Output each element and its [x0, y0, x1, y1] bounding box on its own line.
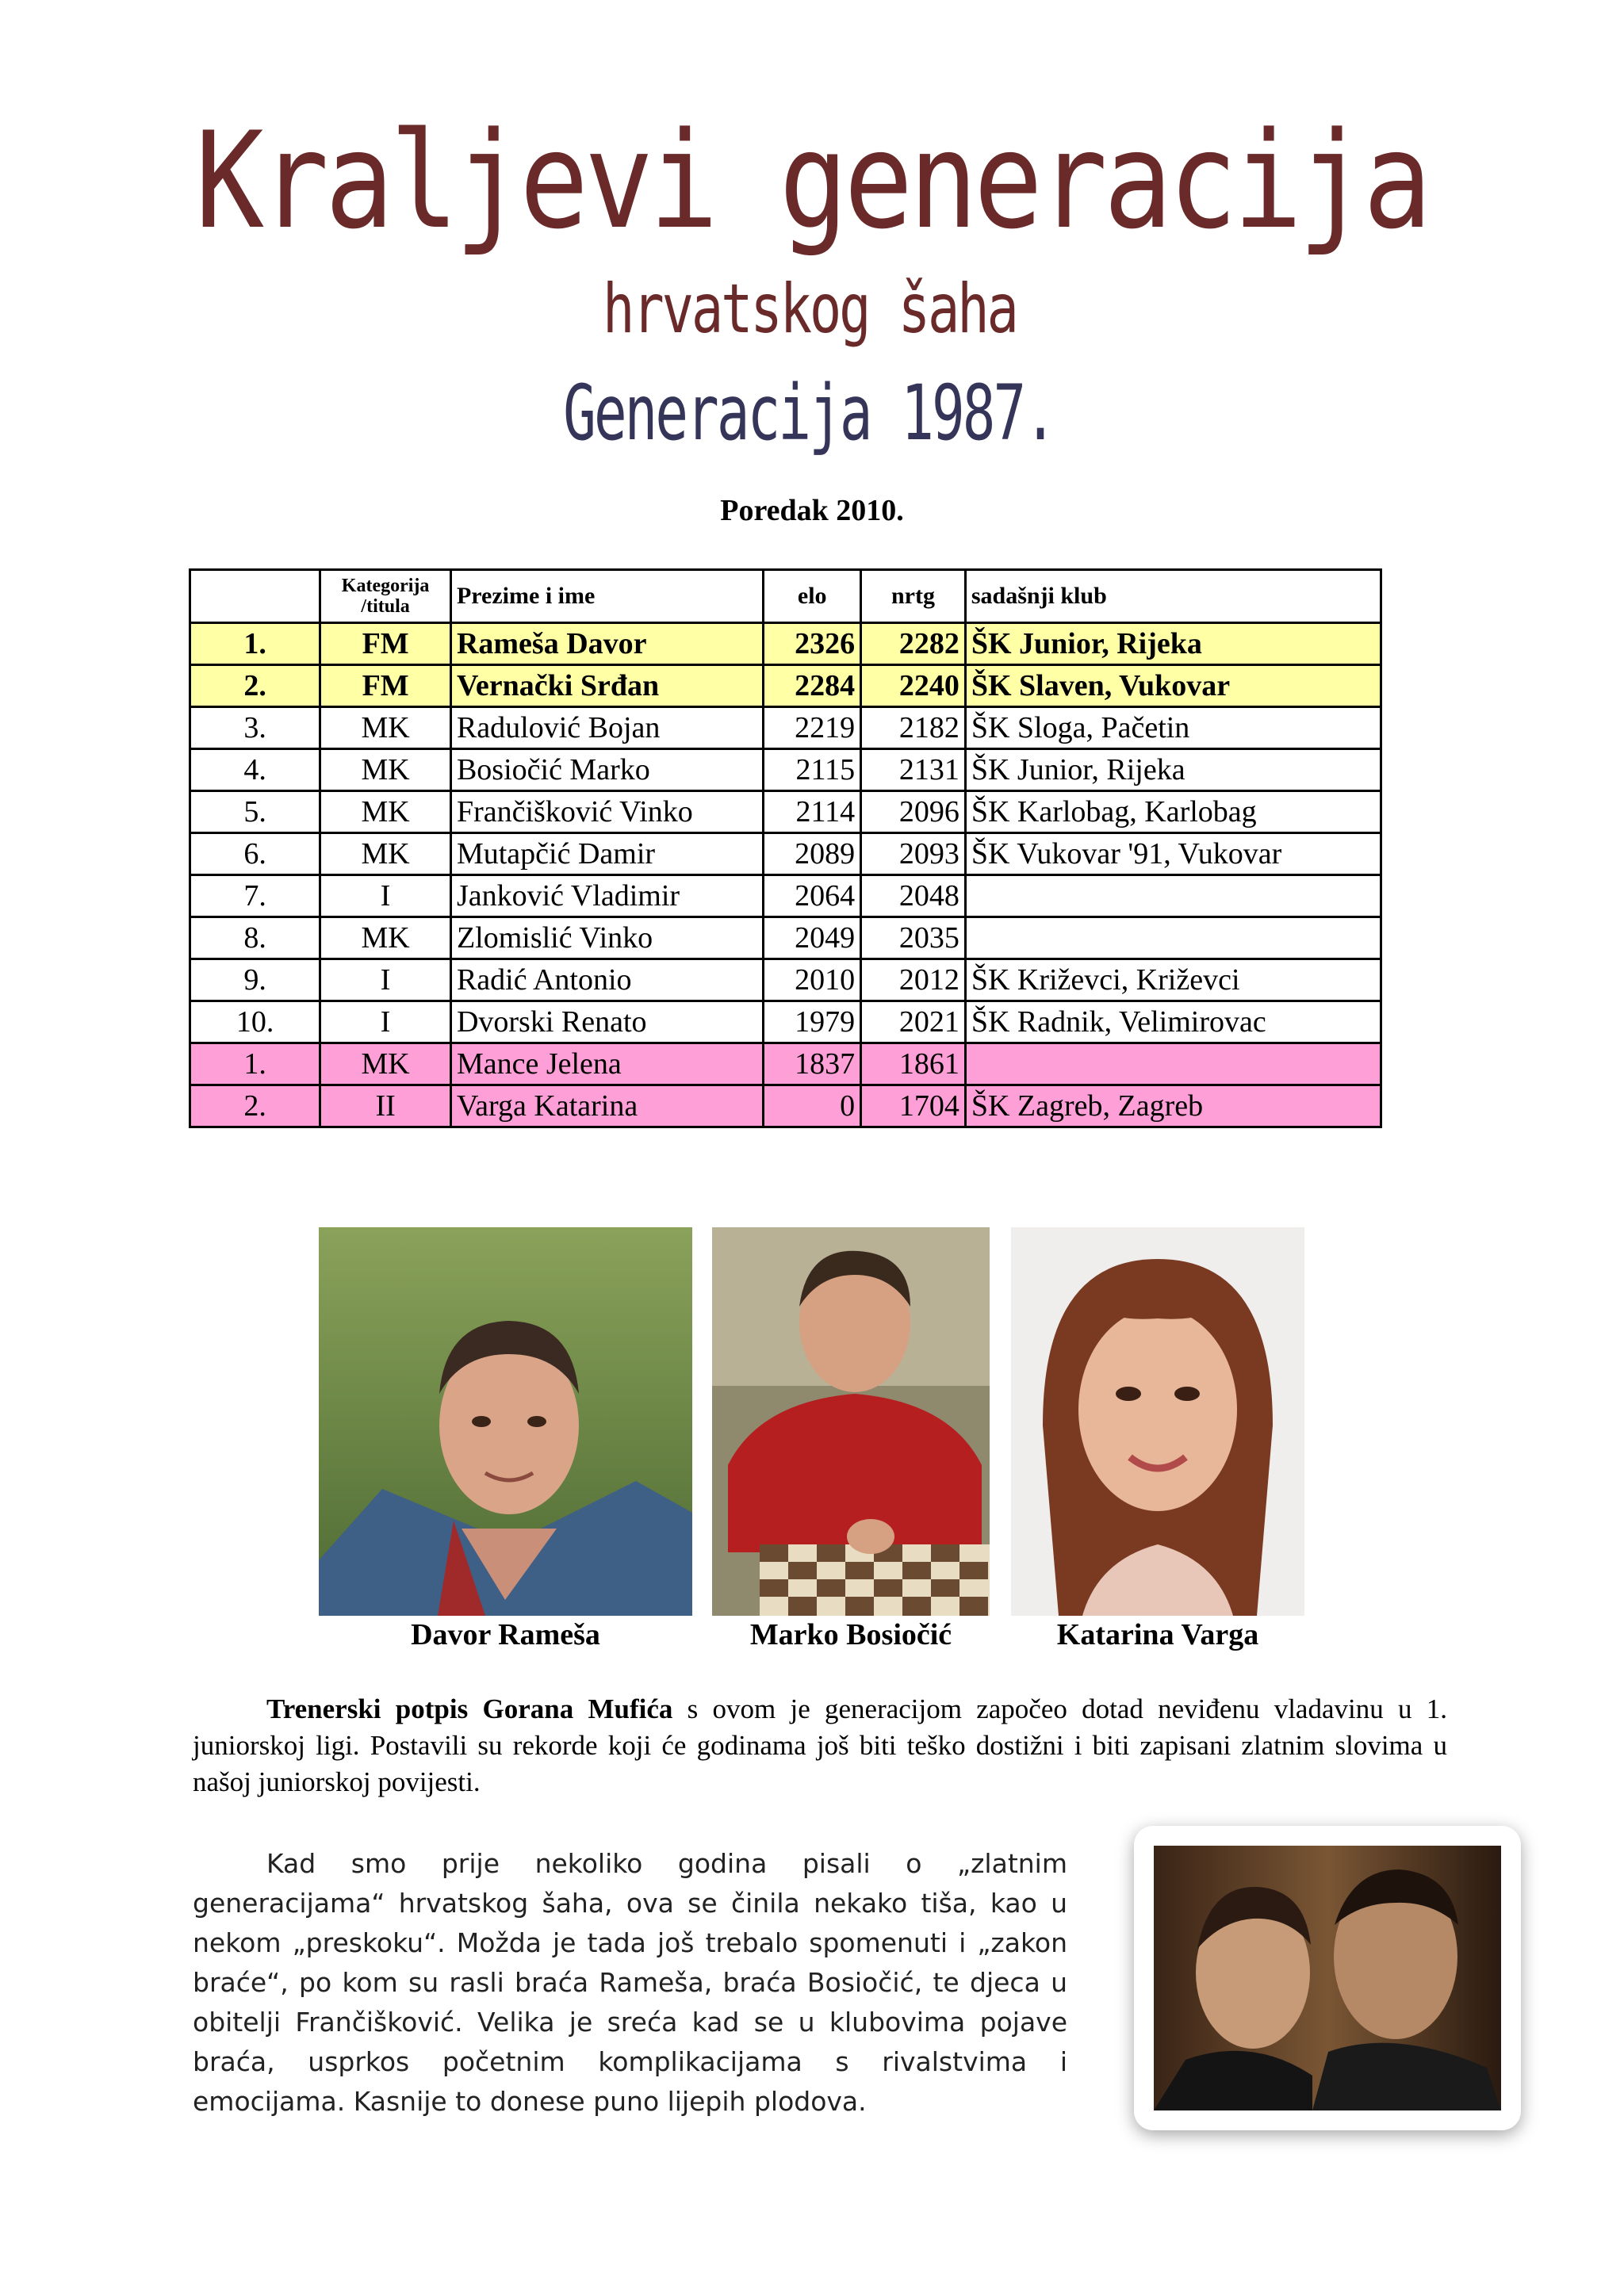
table-header-row [190, 570, 1381, 623]
club-cell [965, 917, 1381, 959]
elo-cell: 2326 [764, 623, 861, 665]
elo-cell: 2089 [764, 833, 861, 875]
paragraph-brothers: Kad smo prije nekoliko godina pisali o „zlatnim generacijama“ hrvatskog šaha, ova se činila nekako tiša, kao u nekom „preskoku“. Možda je tada još trebalo spomenuti i „zakon braće“, po kom su rasli braća Rameša, braća Bosiočić, te djeca u obitelji Frančišković. Velika je sreća kad se u klubovima pojave braća, usprkos početnim komplikacijama s rivalstvima i emocijama. Kasnije to donese puno lijepih plodova. [193, 1848, 1067, 2117]
category-cell: MK [320, 791, 451, 833]
rank-cell: 4. [190, 749, 320, 791]
table-row [190, 875, 1381, 917]
name-cell: Bosiočić Marko [450, 749, 763, 791]
category-cell: FM [320, 623, 451, 665]
nrtg-cell: 2182 [861, 707, 966, 749]
elo-cell: 2064 [764, 875, 861, 917]
photo-davor-ramesa [319, 1227, 692, 1616]
rank-cell: 5. [190, 791, 320, 833]
rank-cell: 10. [190, 1001, 320, 1043]
header-elo: elo [764, 570, 861, 623]
name-cell: Vernački Srđan [450, 665, 763, 707]
elo-cell: 2049 [764, 917, 861, 959]
club-cell: ŠK Sloga, Pačetin [965, 707, 1381, 749]
club-cell: ŠK Zagreb, Zagreb [965, 1085, 1381, 1127]
nrtg-cell: 2035 [861, 917, 966, 959]
standings-table [189, 568, 1382, 1128]
rank-cell: 1. [190, 623, 320, 665]
table-row [190, 1043, 1381, 1085]
table-row [190, 707, 1381, 749]
page-title: Kraljevi generacija [195, 103, 1428, 258]
elo-cell: 1979 [764, 1001, 861, 1043]
elo-cell: 0 [764, 1085, 861, 1127]
nrtg-cell: 1704 [861, 1085, 966, 1127]
category-cell: I [320, 959, 451, 1001]
table-row [190, 791, 1381, 833]
table-row [190, 959, 1381, 1001]
elo-cell: 2115 [764, 749, 861, 791]
header-rank [190, 570, 320, 623]
club-cell: ŠK Karlobag, Karlobag [965, 791, 1381, 833]
nrtg-cell: 2282 [861, 623, 966, 665]
caption-marko-bosiocic: Marko Bosiočić [749, 1618, 952, 1651]
generation-title: Generacija 1987. [563, 369, 1055, 457]
table-row [190, 623, 1381, 665]
category-cell: FM [320, 665, 451, 707]
caption-katarina-varga: Katarina Varga [1056, 1618, 1259, 1651]
nrtg-cell: 1861 [861, 1043, 966, 1085]
name-cell: Radić Antonio [450, 959, 763, 1001]
header-category-line1: Kategorija [341, 576, 430, 596]
header-name: Prezime i ime [450, 570, 763, 623]
table-row [190, 749, 1381, 791]
club-cell [965, 875, 1381, 917]
club-cell: ŠK Junior, Rijeka [965, 749, 1381, 791]
photo-marko-bosiocic [712, 1227, 990, 1616]
nrtg-cell: 2021 [861, 1001, 966, 1043]
name-cell: Radulović Bojan [450, 707, 763, 749]
paragraph-coach-text: s ovom je generacijom započeo dotad neviđenu vladavinu u 1. juniorskoj ligi. Postavili su rekorde koji će godinama još biti teško dostižni i biti zapisani zlatnim slovima u našoj juniorskoj povijesti. [193, 1693, 1447, 1797]
category-cell: I [320, 1001, 451, 1043]
category-cell: II [320, 1085, 451, 1127]
rank-cell: 9. [190, 959, 320, 1001]
name-cell: Rameša Davor [450, 623, 763, 665]
photo-katarina-varga [1011, 1227, 1304, 1616]
paragraph-coach [193, 1691, 1447, 1800]
photo-brothers-poster [1154, 1846, 1501, 2110]
rank-cell: 2. [190, 1085, 320, 1127]
rank-cell: 3. [190, 707, 320, 749]
caption-davor-ramesa: Davor Rameša [411, 1618, 600, 1651]
table-row [190, 917, 1381, 959]
rank-cell: 8. [190, 917, 320, 959]
table-row [190, 665, 1381, 707]
nrtg-cell: 2131 [861, 749, 966, 791]
header-category [320, 570, 451, 623]
table-row [190, 1001, 1381, 1043]
name-cell: Janković Vladimir [450, 875, 763, 917]
club-cell: ŠK Slaven, Vukovar [965, 665, 1381, 707]
table-row [190, 833, 1381, 875]
category-cell: I [320, 875, 451, 917]
table-row [190, 1085, 1381, 1127]
elo-cell: 2284 [764, 665, 861, 707]
category-cell: MK [320, 833, 451, 875]
rank-cell: 2. [190, 665, 320, 707]
elo-cell: 2114 [764, 791, 861, 833]
elo-cell: 2219 [764, 707, 861, 749]
header-nrtg: nrtg [861, 570, 966, 623]
club-cell: ŠK Radnik, Velimirovac [965, 1001, 1381, 1043]
nrtg-cell: 2048 [861, 875, 966, 917]
club-cell [965, 1043, 1381, 1085]
paragraph-coach-bold: Trenerski potpis Gorana Mufića [266, 1693, 673, 1724]
header-category-line2: /titula [361, 596, 410, 617]
name-cell: Mutapčić Damir [450, 833, 763, 875]
name-cell: Mance Jelena [450, 1043, 763, 1085]
rank-cell: 6. [190, 833, 320, 875]
nrtg-cell: 2012 [861, 959, 966, 1001]
nrtg-cell: 2240 [861, 665, 966, 707]
rank-cell: 7. [190, 875, 320, 917]
category-cell: MK [320, 917, 451, 959]
name-cell: Dvorski Renato [450, 1001, 763, 1043]
name-cell: Varga Katarina [450, 1085, 763, 1127]
standings-title: Poredak 2010. [720, 494, 904, 527]
name-cell: Zlomislić Vinko [450, 917, 763, 959]
club-cell: ŠK Križevci, Križevci [965, 959, 1381, 1001]
name-cell: Frančišković Vinko [450, 791, 763, 833]
rank-cell: 1. [190, 1043, 320, 1085]
elo-cell: 2010 [764, 959, 861, 1001]
category-cell: MK [320, 1043, 451, 1085]
nrtg-cell: 2093 [861, 833, 966, 875]
nrtg-cell: 2096 [861, 791, 966, 833]
category-cell: MK [320, 749, 451, 791]
club-cell: ŠK Vukovar '91, Vukovar [965, 833, 1381, 875]
page-subtitle: hrvatskog šaha [603, 270, 1017, 349]
header-club: sadašnji klub [965, 570, 1381, 623]
category-cell: MK [320, 707, 451, 749]
elo-cell: 1837 [764, 1043, 861, 1085]
club-cell: ŠK Junior, Rijeka [965, 623, 1381, 665]
